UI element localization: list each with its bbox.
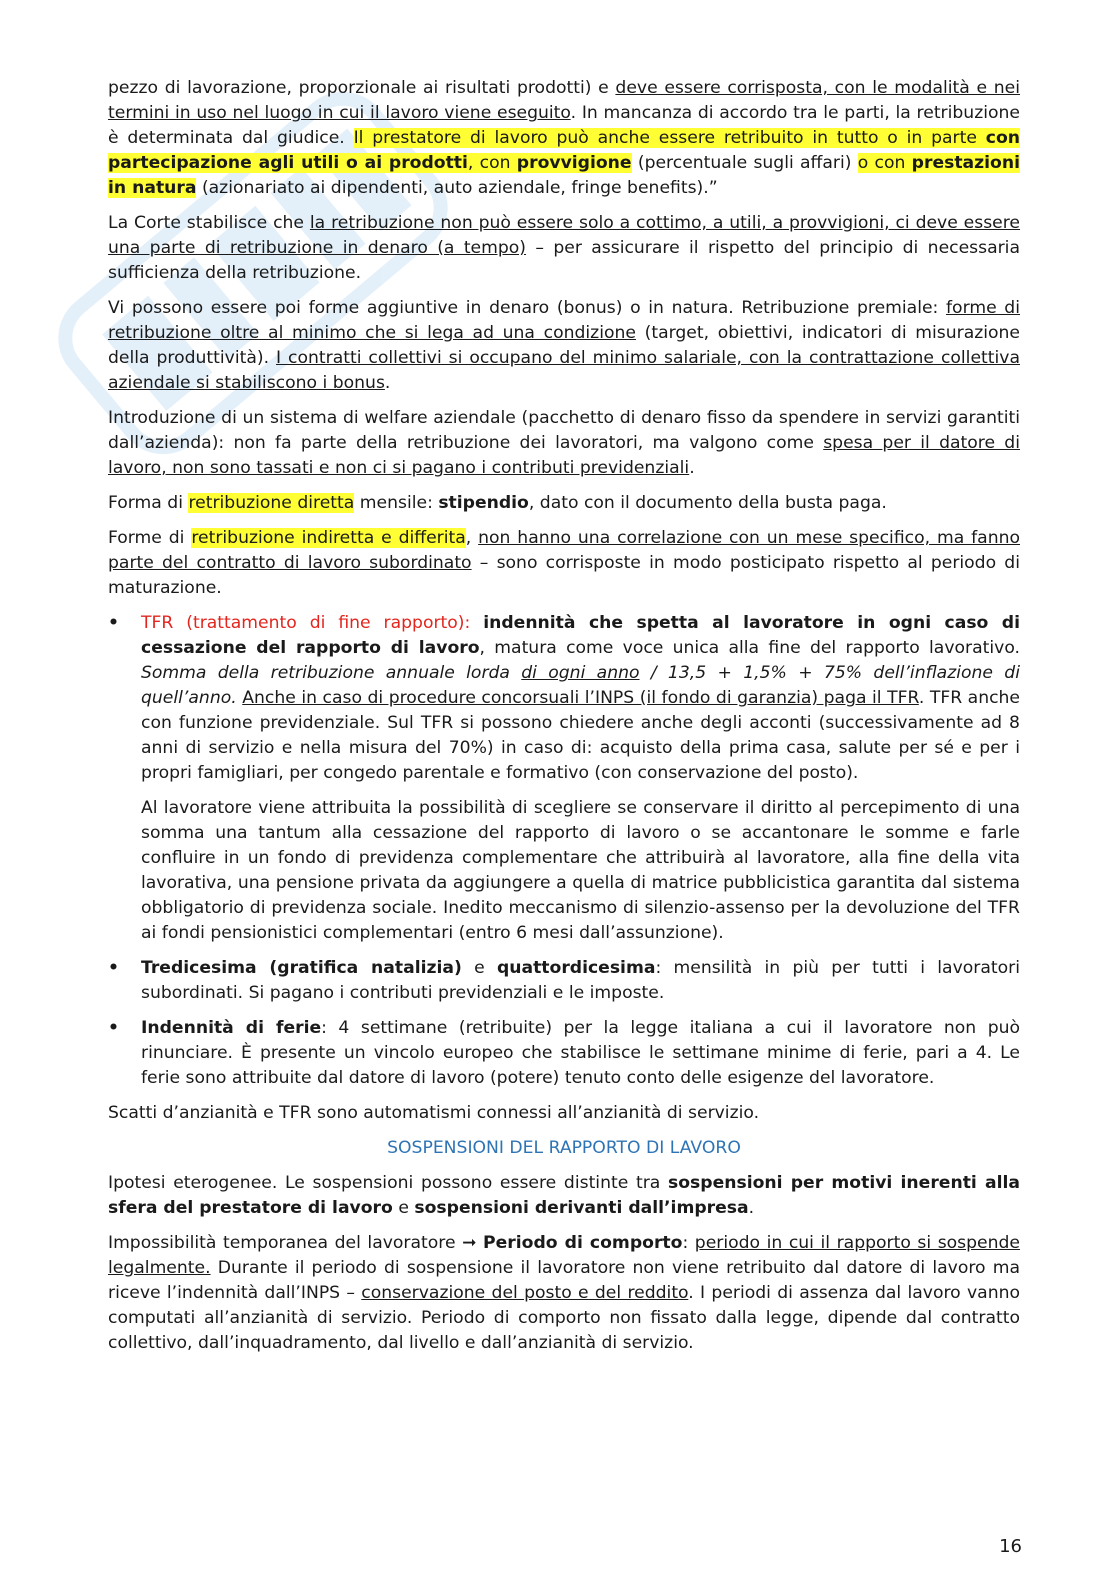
paragraph-retribuzione-indiretta: Forme di retribuzione indiretta e differita, non hanno una correlazione con un mese specifico, ma fanno parte del contratto di lavoro subordinato – sono corrisposte in modo posticipato rispetto al periodo di maturazione.	[108, 528, 1020, 598]
list-item-tfr: • TFR (trattamento di fine rapporto): indennità che spetta al lavoratore in ogni caso di cessazione del rapporto di lavoro, matura come voce unica alla fine del rapporto lavorativo. Somma della retribuzione annuale lorda di ogni anno / 13,5 + 1,5% + 75% dell’inflazione di quell’anno. Anche in caso di procedure concorsuali l’INPS (il fondo di garanzia) paga il TFR. TFR anche con funzione previdenziale. Sul TFR si possono chiedere anche degli acconti (successivamente ad 8 anni di servizio e nella misura del 70%) in caso di: acquisto della prima casa, salute per sé e per i propri famigliari, per congedo parentale e formativo (con conservazione del posto). Al lavoratore viene attribuita la possibilità di scegliere se conservare il diritto al percepimento di una somma una tantum alla cessazione del rapporto di lavoro o se accantonare le somme e farle confluire in un fondo di previdenza complementare che attribuirà al lavoratore, alla fine della vita lavorativa, una pensione privata da aggiungere a quella di matrice pubblicistica garantita dal sistema obbligatorio di previdenza sociale. Inedito meccanismo di silenzio-assenso per la devoluzione del TFR ai fondi pensionistici complementari (entro 6 mesi dall’assunzione).	[108, 611, 1020, 946]
section-heading: SOSPENSIONI DEL RAPPORTO DI LAVORO	[387, 1138, 741, 1158]
paragraph-scatti: Scatti d’anzianità e TFR sono automatismi connessi all’anzianità di servizio.	[108, 1103, 760, 1123]
list-item-tredicesima: • Tredicesima (gratifica natalizia) e quattordicesima: mensilità in più per tutti i lavoratori subordinati. Si pagano i contributi previdenziali e le imposte.	[108, 956, 1020, 1006]
tfr-continuation: Al lavoratore viene attribuita la possibilità di scegliere se conservare il diritto al percepimento di una somma una tantum alla cessazione del rapporto di lavoro o se accantonare le somme e farle confluire in un fondo di previdenza complementare che attribuirà al lavoratore, alla fine della vita lavorativa, una pensione privata da aggiungere a quella di matrice pubblicistica garantita dal sistema obbligatorio di previdenza sociale. Inedito meccanismo di silenzio-assenso per la devoluzione del TFR ai fondi pensionistici complementari (entro 6 mesi dall’assunzione).	[141, 798, 1020, 943]
paragraph-comporto: Impossibilità temporanea del lavoratore ➞ Periodo di comporto: periodo in cui il rapporto si sospende legalmente. Durante il periodo di sospensione il lavoratore non viene retribuito dal datore di lavoro ma riceve l’indennità dall’INPS – conservazione del posto e del reddito. I periodi di assenza dal lavoro vanno computati all’anzianità di servizio. Periodo di comporto non fissato dalla legge, dipende dal contratto collettivo, dall’inquadramento, dal livello e dall’anzianità di servizio.	[108, 1233, 1021, 1353]
paragraph-retribuzione-premiale: Vi possono essere poi forme aggiuntive in denaro (bonus) o in natura. Retribuzione premiale: forme di retribuzione oltre al minimo che si lega ad una condizione (target, obiettivi, indicatori di misurazione della produttività). I contratti collettivi si occupano del minimo salariale, con la contrattazione collettiva aziendale si stabiliscono i bonus.	[108, 298, 1021, 393]
paragraph-retribuzione-modalita: pezzo di lavorazione, proporzionale ai risultati prodotti) e deve essere corrisposta, con le modalità e nei termini in uso nel luogo in cui il lavoro viene eseguito. In mancanza di accordo tra le parti, la retribuzione è determinata dal giudice. Il prestatore di lavoro può anche essere retribuito in tutto o in parte con partecipazione agli utili o ai prodotti, con provvigione (percentuale sugli affari) o con prestazioni in natura (azionariato ai dipendenti, auto aziendale, fringe benefits).”	[108, 78, 1020, 198]
paragraph-ipotesi: Ipotesi eterogenee. Le sospensioni possono essere distinte tra sospensioni per motivi inerenti alla sfera del prestatore di lavoro e sospensioni derivanti dall’impresa.	[108, 1173, 1020, 1218]
document-page	[108, 76, 1020, 1366]
bullet-list	[108, 611, 1020, 1091]
paragraph-welfare: Introduzione di un sistema di welfare aziendale (pacchetto di denaro fisso da spendere in servizi garantiti dall’azienda): non fa parte della retribuzione dei lavoratori, ma valgono come spesa per il datore di lavoro, non sono tassati e non ci si pagano i contributi previdenziali.	[108, 408, 1020, 478]
page-number: 16	[999, 1536, 1022, 1557]
paragraph-retribuzione-diretta: Forma di retribuzione diretta mensile: stipendio, dato con il documento della busta paga.	[108, 493, 887, 513]
paragraph-corte: La Corte stabilisce che la retribuzione non può essere solo a cottimo, a utili, a provvigioni, ci deve essere una parte di retribuzione in denaro (a tempo) – per assicurare il rispetto del principio di necessaria sufficienza della retribuzione.	[108, 213, 1021, 283]
list-item-ferie: • Indennità di ferie: 4 settimane (retribuite) per la legge italiana a cui il lavoratore non può rinunciare. È presente un vincolo europeo che stabilisce le settimane minime di ferie, pari a 4. Le ferie sono attribuite dal datore di lavoro (potere) tenuto conto delle esigenze del lavoratore.	[108, 1016, 1020, 1091]
